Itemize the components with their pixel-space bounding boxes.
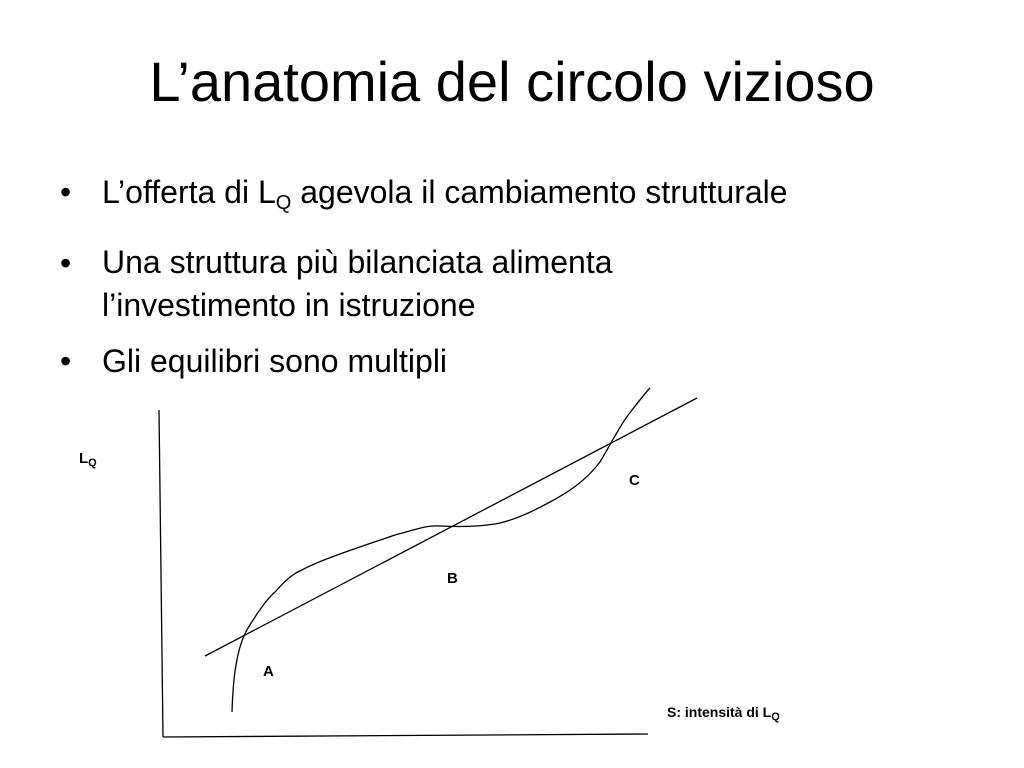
bullet-2-line-2: l’investimento in istruzione: [102, 287, 476, 323]
y-axis: [159, 410, 163, 737]
x-axis-label-sub: Q: [771, 711, 780, 723]
y-axis-label: [79, 450, 97, 472]
bullet-2-line-1: Una struttura più bilanciata alimenta: [102, 244, 613, 280]
x-axis-label: [667, 703, 780, 726]
y-axis-label-main: L: [79, 450, 89, 467]
bullet-icon: •: [60, 343, 72, 379]
equilibrium-label-c: C: [629, 472, 640, 489]
x-axis-label-main: S: intensità di L: [667, 704, 772, 720]
bullet-1-text-before: L’offerta di L: [102, 174, 276, 210]
x-axis: [163, 734, 648, 737]
y-axis-label-sub: Q: [88, 457, 97, 469]
bullet-3-text: Gli equilibri sono multipli: [102, 343, 448, 379]
bullet-icon: •: [60, 245, 72, 281]
s-curve: [232, 388, 650, 712]
equilibrium-label-a: A: [263, 663, 274, 680]
bullet-1-subscript: Q: [275, 192, 292, 214]
slide-title: L’anatomia del circolo vizioso: [149, 50, 875, 113]
bullet-1-text-after: agevola il cambiamento strutturale: [291, 174, 788, 210]
equilibrium-label-b: B: [447, 570, 458, 587]
bullet-icon: •: [60, 174, 72, 210]
